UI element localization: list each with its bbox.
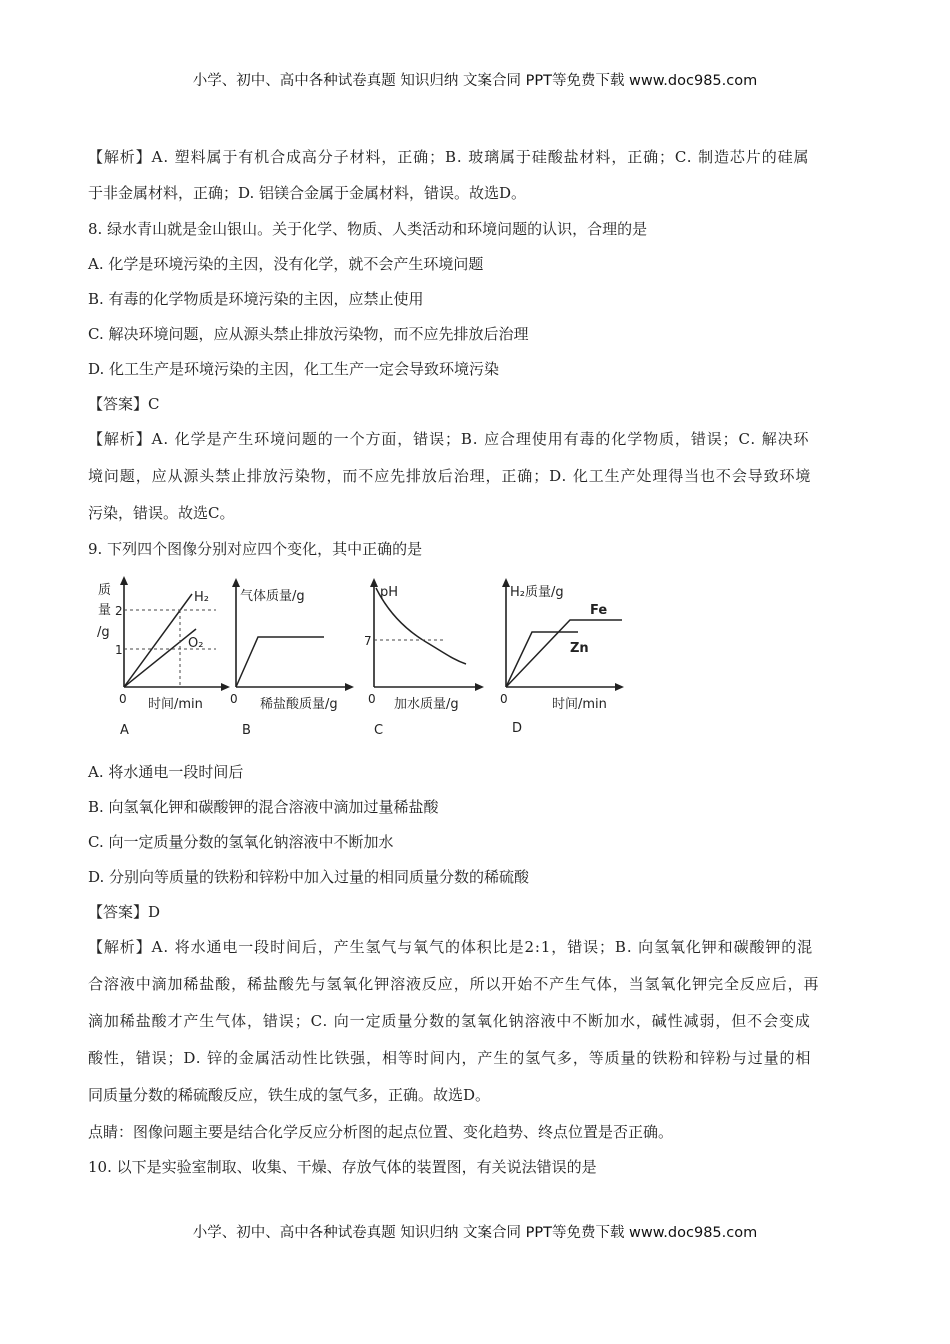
graph-a-origin: 0 — [119, 692, 127, 706]
graph-c-caption: C — [374, 723, 384, 738]
analysis-q8-line2: 境问题，应从源头禁止排放污染物，而不应先排放后治理，正确；D. 化工生产处理得当也不会导致环境 — [88, 467, 812, 485]
question-9-option-a: A. 将水通电一段时间后 — [88, 763, 244, 781]
question-9-option-b: B. 向氢氧化钾和碳酸钾的混合溶液中滴加过量稀盐酸 — [88, 798, 439, 816]
graph-c-tick-7: 7 — [364, 634, 372, 648]
graph-b — [230, 578, 354, 738]
graph-d-zn-label: Zn — [570, 641, 589, 656]
graph-b-caption: B — [242, 723, 251, 738]
graph-c-origin: 0 — [368, 692, 376, 706]
graph-d-zn-line — [506, 632, 578, 687]
graph-a-tick-1: 1 — [115, 643, 123, 657]
page-header: 小学、初中、高中各种试卷真题 知识归纳 文案合同 PPT等免费下载 www.doc985.com — [192, 73, 758, 89]
question-9-figure — [88, 572, 648, 744]
graph-a-h2-label: H₂ — [194, 590, 209, 605]
graph-c-ylabel: pH — [380, 585, 399, 600]
question-8-option-c: C. 解决环境问题，应从源头禁止排放污染物，而不应先排放后治理 — [88, 325, 529, 343]
graph-a-xlabel: 时间/min — [148, 697, 203, 712]
analysis-q9-line3: 滴加稀盐酸才产生气体，错误；C. 向一定质量分数的氢氧化钠溶液中不断加水，碱性减弱，但不会变成 — [88, 1012, 811, 1030]
question-8-stem: 8. 绿水青山就是金山银山。关于化学、物质、人类活动和环境问题的认识，合理的是 — [88, 220, 648, 238]
graph-d-origin: 0 — [500, 692, 508, 706]
question-8-option-b: B. 有毒的化学物质是环境污染的主因，应禁止使用 — [88, 290, 424, 308]
graph-b-xlabel: 稀盐酸质量/g — [260, 697, 338, 712]
graph-a-caption: A — [120, 723, 129, 738]
question-9-option-c: C. 向一定质量分数的氢氧化钠溶液中不断加水 — [88, 833, 394, 851]
graph-a-ylabel-3: /g — [97, 625, 110, 640]
graph-a-tick-2: 2 — [115, 604, 123, 618]
graph-a-ylabel-2: 量 — [98, 603, 112, 618]
question-8-option-d: D. 化工生产是环境污染的主因，化工生产一定会导致环境污染 — [88, 360, 500, 378]
graph-d-fe-line — [506, 620, 622, 687]
question-8-option-a: A. 化学是环境污染的主因，没有化学，就不会产生环境问题 — [88, 255, 484, 273]
graph-c-xlabel: 加水质量/g — [394, 697, 459, 712]
analysis-q7-line1: 【解析】A. 塑料属于有机合成高分子材料，正确；B. 玻璃属于硅酸盐材料，正确；C. 制造芯片的硅属 — [88, 148, 810, 166]
graph-d — [500, 578, 624, 736]
analysis-q9-line2: 合溶液中滴加稀盐酸，稀盐酸先与氢氧化钾溶液反应，所以开始不产生气体，当氢氧化钾完全反应后，再 — [88, 975, 820, 993]
graph-d-fe-label: Fe — [590, 603, 608, 618]
graph-b-gas-line — [236, 637, 324, 687]
analysis-q9-line4: 酸性，错误；D. 锌的金属活动性比铁强，相等时间内，产生的氢气多，等质量的铁粉和锌粉与过量的相 — [88, 1049, 812, 1067]
graph-b-origin: 0 — [230, 692, 238, 706]
tip-note: 点睛：图像问题主要是结合化学反应分析图的起点位置、变化趋势、终点位置是否正确。 — [88, 1123, 674, 1141]
graph-d-caption: D — [512, 721, 523, 736]
graph-a-o2-label: O₂ — [188, 636, 204, 651]
analysis-q9-line1: 【解析】A. 将水通电一段时间后，产生氢气与氧气的体积比是2:1，错误；B. 向氢氧化钾和碳酸钾的混 — [88, 938, 814, 956]
graph-d-xlabel: 时间/min — [552, 697, 607, 712]
question-9-stem: 9. 下列四个图像分别对应四个变化，其中正确的是 — [88, 540, 423, 558]
analysis-q8-line1: 【解析】A. 化学是产生环境问题的一个方面，错误；B. 应合理使用有毒的化学物质，错误；C. 解决环 — [88, 430, 810, 448]
question-8-answer: 【答案】C — [88, 395, 160, 413]
analysis-q7-line2: 于非金属材料，正确；D. 铝镁合金属于金属材料，错误。故选D。 — [88, 184, 527, 202]
graph-b-ylabel: 气体质量/g — [240, 589, 305, 604]
question-9-option-d: D. 分别向等质量的铁粉和锌粉中加入过量的相同质量分数的稀硫酸 — [88, 868, 530, 886]
page-footer: 小学、初中、高中各种试卷真题 知识归纳 文案合同 PPT等免费下载 www.doc985.com — [192, 1225, 758, 1241]
graph-a-ylabel-1: 质 — [98, 583, 112, 598]
analysis-q9-line5: 同质量分数的稀硫酸反应，铁生成的氢气多，正确。故选D。 — [88, 1086, 491, 1104]
analysis-q8-line3: 污染，错误。故选C。 — [88, 504, 235, 522]
graph-a — [97, 576, 230, 738]
graph-c — [364, 578, 484, 738]
question-9-answer: 【答案】D — [88, 903, 161, 921]
graph-d-ylabel: H₂质量/g — [510, 585, 564, 600]
question-10-stem: 10. 以下是实验室制取、收集、干燥、存放气体的装置图，有关说法错误的是 — [88, 1158, 597, 1176]
